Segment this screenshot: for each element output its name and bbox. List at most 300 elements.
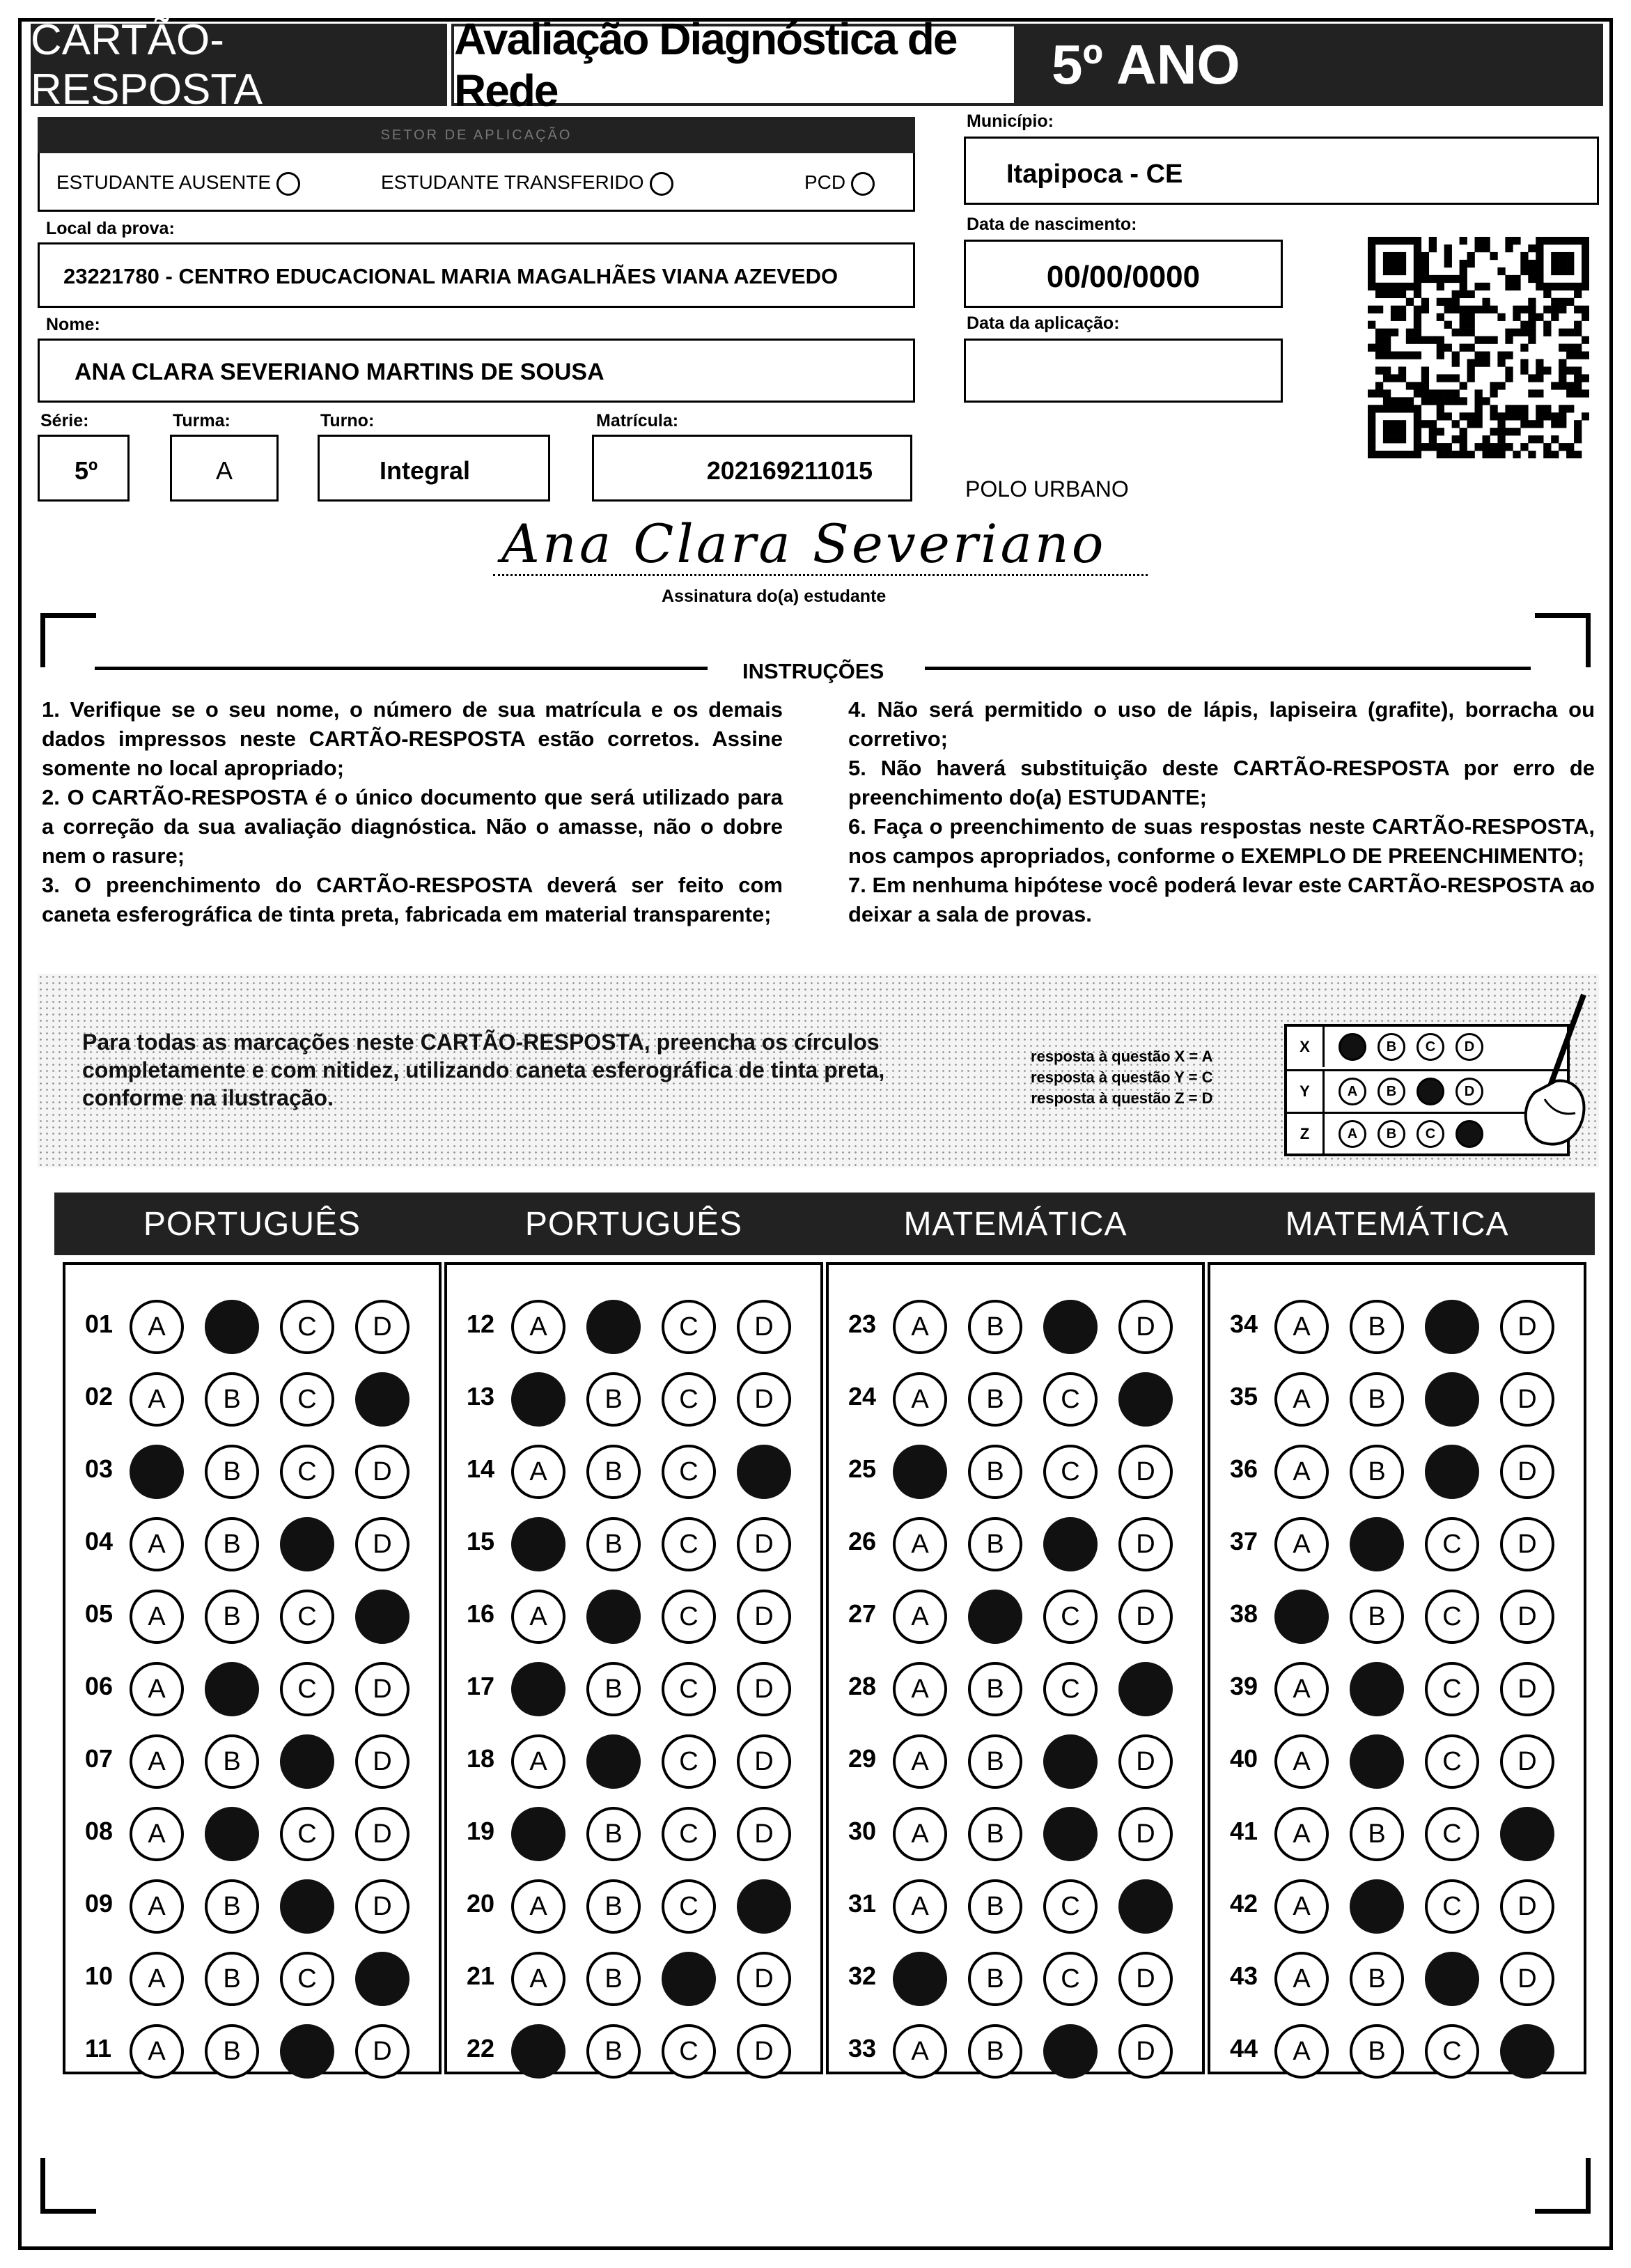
corner-top-right [1535,613,1591,667]
answer-bubble-c[interactable]: C [280,1590,334,1644]
municipio-value: Itapipoca - CE [1006,160,1183,189]
instruction-7: 7. Em nenhuma hipótese você poderá levar este CARTÃO-RESPOSTA ao deixar a sala de provas. [848,873,1595,926]
answer-bubble-a[interactable]: A [130,2024,184,2079]
answer-bubble-c[interactable]: C [662,1590,716,1644]
question-row [447,1872,820,1942]
question-number: 26 [848,1527,877,1555]
answer-bubble-b[interactable] [205,1300,259,1354]
hand-pen-icon [1514,988,1591,1155]
question-number: 17 [467,1672,495,1700]
answer-bubble-d[interactable]: D [737,1300,791,1354]
question-row [1210,1583,1584,1652]
answer-bubble-a[interactable] [511,1662,565,1716]
aplicacao-label: Data da aplicação: [967,313,1120,333]
answer-bubble-a[interactable]: A [130,1734,184,1789]
answer-bubble-b[interactable]: B [586,2024,641,2079]
answer-bubble-b[interactable] [205,1662,259,1716]
instruction-2: 2. O CARTÃO-RESPOSTA é o único documento que será utilizado para a correção da sua avaliação diagnóstica. Não o amasse, não o dobre nem o rasure; [42,785,783,868]
question-row [829,1945,1202,2014]
question-row [829,1510,1202,1580]
answer-bubble-c[interactable]: C [662,2024,716,2079]
answer-bubble-a[interactable]: A [511,1445,565,1499]
example-line-x: resposta à questão X = A [1031,1048,1213,1065]
answer-bubble-a[interactable]: A [1274,1952,1329,2006]
question-row [447,1438,820,1507]
status-pcd[interactable]: PCD [804,171,875,196]
question-row [447,1727,820,1797]
answer-bubble-b[interactable]: B [1350,1445,1404,1499]
question-row [65,1872,439,1942]
turma-value: A [215,456,233,485]
answer-bubble-b[interactable] [968,1590,1022,1644]
answer-bubble-c[interactable]: C [280,1662,334,1716]
matricula-box [592,435,912,502]
example-text: Para todas as marcações neste CARTÃO-RESPOSTA, preencha os círculos completamente e com nitidez, utilizando caneta esferográfica de tinta preta, conforme na ilustração. [82,1030,885,1110]
exam-title: Avaliação Diagnóstica de Rede [451,24,1017,106]
corner-bottom-right [1535,2158,1591,2214]
question-row [1210,1655,1584,1725]
answer-bubble-a[interactable]: A [893,1879,947,1934]
answer-bubble-b[interactable]: B [1350,1807,1404,1861]
question-number: 40 [1230,1744,1258,1773]
answer-bubble-c[interactable]: C [1043,1952,1098,2006]
answer-bubble-c[interactable]: C [1043,1372,1098,1427]
answer-bubble-a[interactable]: A [130,1517,184,1571]
answer-bubble-a[interactable]: A [130,1662,184,1716]
answer-bubble-b[interactable]: B [968,1445,1022,1499]
answer-bubble-a[interactable]: A [511,1734,565,1789]
answer-bubble-b[interactable]: B [586,1807,641,1861]
answer-bubble-c[interactable] [1425,1300,1479,1354]
question-number: 13 [467,1382,495,1411]
answer-bubble-a[interactable] [130,1445,184,1499]
answer-bubble-d[interactable] [355,1372,409,1427]
turno-box [318,435,550,502]
answer-bubble-d[interactable] [355,1590,409,1644]
answer-bubble-c[interactable] [1043,2024,1098,2079]
answer-bubble-b[interactable]: B [968,1807,1022,1861]
answer-bubble-b[interactable] [1350,1662,1404,1716]
answer-bubble-c[interactable]: C [1425,1807,1479,1861]
signature[interactable] [487,513,1295,582]
answer-column [1208,1262,1586,2074]
answer-bubble-d[interactable] [1500,1807,1554,1861]
answer-bubble-a[interactable]: A [1274,1445,1329,1499]
answer-bubble-c[interactable]: C [280,1372,334,1427]
answer-bubble-d[interactable]: D [355,1445,409,1499]
answer-bubble-a[interactable] [511,1517,565,1571]
answer-bubble-c[interactable] [1043,1734,1098,1789]
answer-bubble-a[interactable]: A [511,1952,565,2006]
answer-bubble-a[interactable]: A [893,1734,947,1789]
answer-bubble-d[interactable]: D [1500,1734,1554,1789]
answer-bubble-d[interactable]: D [355,1807,409,1861]
radio-transferred-icon[interactable] [650,172,673,196]
example-bubble-d [1456,1120,1483,1148]
question-number: 18 [467,1744,495,1773]
answer-bubble-d[interactable]: D [1500,1372,1554,1427]
example-bubble-c: C [1417,1033,1444,1061]
answer-bubble-c[interactable]: C [280,1952,334,2006]
answer-bubble-a[interactable] [511,2024,565,2079]
example-bubble-a: A [1339,1078,1366,1105]
local-box [38,242,915,308]
answer-bubble-b[interactable]: B [586,1952,641,2006]
answer-bubble-b[interactable]: B [205,2024,259,2079]
question-number: 08 [85,1817,114,1845]
answer-bubble-d[interactable]: D [355,1734,409,1789]
answer-bubble-a[interactable]: A [130,1372,184,1427]
answer-bubble-b[interactable]: B [968,1952,1022,2006]
answer-bubble-d[interactable] [1118,1662,1173,1716]
question-row [829,1293,1202,1362]
answer-bubble-c[interactable] [1043,1807,1098,1861]
question-number: 44 [1230,2034,1258,2063]
answer-bubble-a[interactable]: A [130,1952,184,2006]
question-row [447,1945,820,2014]
example-bubble-b: B [1378,1120,1405,1148]
qr-code-icon [1368,237,1589,458]
answer-bubble-a[interactable]: A [1274,1517,1329,1571]
answer-bubble-d[interactable]: D [737,2024,791,2079]
answer-bubble-c[interactable] [1043,1300,1098,1354]
answer-bubble-b[interactable]: B [1350,1952,1404,2006]
answer-bubble-a[interactable]: A [1274,1372,1329,1427]
answer-bubble-d[interactable] [1118,1372,1173,1427]
answer-bubble-c[interactable]: C [280,1807,334,1861]
answer-bubble-b[interactable]: B [205,1590,259,1644]
question-row [1210,1365,1584,1435]
question-number: 43 [1230,1962,1258,1990]
question-number: 06 [85,1672,114,1700]
answer-bubble-a[interactable] [893,1952,947,2006]
question-number: 12 [467,1310,495,1338]
example-bubble-a: A [1339,1120,1366,1148]
answer-bubble-d[interactable]: D [1118,2024,1173,2079]
answer-bubble-b[interactable]: B [968,1734,1022,1789]
question-number: 34 [1230,1310,1258,1338]
question-number: 29 [848,1744,877,1773]
answer-bubble-b[interactable]: B [205,1879,259,1934]
answer-bubble-a[interactable] [511,1807,565,1861]
answer-bubble-d[interactable]: D [1500,1445,1554,1499]
answer-bubble-d[interactable]: D [355,1879,409,1934]
answer-bubble-a[interactable]: A [130,1807,184,1861]
answer-bubble-c[interactable]: C [1425,1734,1479,1789]
question-number: 41 [1230,1817,1258,1845]
answer-bubble-b[interactable]: B [968,1300,1022,1354]
answer-bubble-d[interactable]: D [1118,1734,1173,1789]
answer-bubble-c[interactable] [280,1517,334,1571]
answer-bubble-d[interactable]: D [737,1590,791,1644]
answer-bubble-d[interactable] [1500,2024,1554,2079]
answer-bubble-c[interactable]: C [280,1300,334,1354]
answer-bubble-c[interactable]: C [662,1734,716,1789]
answer-bubble-d[interactable]: D [737,1372,791,1427]
question-row [829,1655,1202,1725]
answer-bubble-d[interactable]: D [1118,1300,1173,1354]
answer-bubble-b[interactable] [1350,1879,1404,1934]
answer-bubble-a[interactable]: A [893,1372,947,1427]
example-row-label: Z [1287,1114,1325,1154]
nome-label: Nome: [46,315,100,334]
answer-bubble-a[interactable]: A [893,1807,947,1861]
answer-bubble-d[interactable]: D [355,2024,409,2079]
answer-bubble-b[interactable]: B [586,1879,641,1934]
aplicacao-box[interactable] [964,339,1283,403]
answer-bubble-b[interactable]: B [205,1517,259,1571]
answer-bubble-c[interactable]: C [662,1372,716,1427]
answer-bubble-c[interactable]: C [662,1807,716,1861]
question-row [447,1800,820,1870]
answer-bubble-b[interactable]: B [968,1662,1022,1716]
question-row [1210,1438,1584,1507]
answer-bubble-b[interactable]: B [205,1734,259,1789]
question-row [829,1727,1202,1797]
nome-value: ANA CLARA SEVERIANO MARTINS DE SOUSA [75,359,604,385]
answer-bubble-b[interactable]: B [968,1372,1022,1427]
corner-bottom-left [40,2158,96,2214]
answer-bubble-c[interactable]: C [1043,1445,1098,1499]
answer-bubble-c[interactable]: C [662,1662,716,1716]
question-number: 10 [85,1962,114,1990]
answer-bubble-b[interactable]: B [1350,2024,1404,2079]
answer-bubble-c[interactable]: C [280,1445,334,1499]
question-number: 24 [848,1382,877,1411]
serie-box [38,435,130,502]
answer-bubble-b[interactable] [586,1734,641,1789]
answer-bubble-b[interactable]: B [1350,1590,1404,1644]
example-row-label: X [1287,1027,1325,1067]
example-lines [1031,1046,1212,1109]
answer-bubble-c[interactable] [1425,1372,1479,1427]
question-number: 16 [467,1599,495,1628]
question-row [65,1800,439,1870]
answer-bubble-a[interactable]: A [511,1300,565,1354]
answer-bubble-d[interactable]: D [1118,1445,1173,1499]
question-number: 27 [848,1599,877,1628]
question-number: 21 [467,1962,495,1990]
turno-value: Integral [380,456,471,485]
answer-bubble-a[interactable]: A [893,1662,947,1716]
question-number: 03 [85,1454,114,1483]
subject-header: PORTUGUÊS [436,1193,832,1255]
answer-bubble-a[interactable] [893,1445,947,1499]
answer-bubble-d[interactable] [737,1445,791,1499]
answer-column [826,1262,1205,2074]
answer-bubble-c[interactable]: C [1425,1662,1479,1716]
instructions-title: INSTRUÇÕES [742,659,884,683]
answer-bubble-c[interactable] [280,1734,334,1789]
question-row [447,1510,820,1580]
answer-bubble-c[interactable]: C [1425,1590,1479,1644]
answer-bubble-a[interactable]: A [1274,1879,1329,1934]
answer-bubble-d[interactable]: D [355,1662,409,1716]
question-number: 30 [848,1817,877,1845]
answer-bubble-b[interactable]: B [205,1445,259,1499]
question-row [447,1583,820,1652]
answer-bubble-a[interactable]: A [511,1590,565,1644]
question-row [829,2017,1202,2087]
answer-bubble-c[interactable]: C [1043,1879,1098,1934]
answer-bubble-c[interactable]: C [1043,1662,1098,1716]
instruction-6: 6. Faça o preenchimento de suas respostas neste CARTÃO-RESPOSTA, nos campos apropriados, conforme o EXEMPLO DE PREENCHIMENTO; [848,814,1595,868]
answer-bubble-b[interactable]: B [968,2024,1022,2079]
answer-bubble-c[interactable] [280,1879,334,1934]
answer-bubble-d[interactable]: D [1118,1952,1173,2006]
answer-bubble-d[interactable]: D [1500,1590,1554,1644]
question-row [447,1293,820,1362]
answer-bubble-a[interactable]: A [130,1300,184,1354]
answer-bubble-d[interactable] [737,1879,791,1934]
answer-bubble-a[interactable]: A [1274,2024,1329,2079]
answer-bubble-a[interactable]: A [1274,1734,1329,1789]
answer-bubble-a[interactable]: A [511,1879,565,1934]
answer-column [444,1262,823,2074]
signature-label: Assinatura do(a) estudante [662,587,887,606]
answer-bubble-b[interactable]: B [205,1952,259,2006]
answer-bubble-d[interactable] [1118,1879,1173,1934]
answer-bubble-c[interactable] [280,2024,334,2079]
question-row [1210,1293,1584,1362]
answer-bubble-b[interactable]: B [586,1372,641,1427]
instruction-4: 4. Não será permitido o uso de lápis, lapiseira (grafite), borracha ou corretivo; [848,697,1595,751]
status-transferred[interactable]: ESTUDANTE TRANSFERIDO [381,171,673,196]
answer-bubble-c[interactable]: C [662,1517,716,1571]
question-number: 11 [85,2034,112,2063]
answer-bubble-d[interactable]: D [1118,1517,1173,1571]
question-number: 01 [85,1310,114,1338]
answer-bubble-a[interactable] [511,1372,565,1427]
answer-bubble-b[interactable] [1350,1517,1404,1571]
question-row [1210,1872,1584,1942]
answer-bubble-d[interactable]: D [1500,1662,1554,1716]
question-number: 25 [848,1454,877,1483]
question-row [447,2017,820,2087]
question-row [829,1438,1202,1507]
question-row [1210,1510,1584,1580]
question-number: 15 [467,1527,495,1555]
answer-bubble-c[interactable]: C [662,1445,716,1499]
answer-bubble-c[interactable] [1425,1445,1479,1499]
answer-bubble-c[interactable]: C [1425,2024,1479,2079]
municipio-label: Município: [967,111,1054,131]
answer-bubble-b[interactable] [205,1807,259,1861]
answer-bubble-a[interactable]: A [130,1590,184,1644]
example-bubble-a [1339,1033,1366,1061]
question-number: 31 [848,1889,877,1918]
example-row-label: Y [1287,1071,1325,1112]
answer-bubble-a[interactable]: A [893,2024,947,2079]
question-row [65,1438,439,1507]
example-line-y: resposta à questão Y = C [1031,1069,1213,1086]
answer-bubble-d[interactable]: D [737,1952,791,2006]
answer-bubble-c[interactable]: C [1425,1879,1479,1934]
answer-bubble-d[interactable]: D [355,1517,409,1571]
answer-bubble-a[interactable]: A [893,1300,947,1354]
answer-bubble-d[interactable] [355,1952,409,2006]
answer-bubble-a[interactable]: A [1274,1300,1329,1354]
answer-bubble-c[interactable]: C [1043,1590,1098,1644]
answer-bubble-d[interactable]: D [737,1807,791,1861]
question-number: 37 [1230,1527,1258,1555]
example-bubble-b: B [1378,1078,1405,1105]
answer-bubble-b[interactable]: B [968,1879,1022,1934]
answer-bubble-a[interactable]: A [893,1590,947,1644]
answer-bubble-d[interactable]: D [1500,1879,1554,1934]
question-number: 38 [1230,1599,1258,1628]
answer-bubble-b[interactable]: B [586,1445,641,1499]
answer-bubble-c[interactable] [662,1952,716,2006]
nome-box [38,339,915,403]
answer-bubble-d[interactable]: D [737,1517,791,1571]
instruction-3: 3. O preenchimento do CARTÃO-RESPOSTA deverá ser feito com caneta esferográfica de tinta preta, fabricada em material transparente; [42,873,783,926]
answer-bubble-d[interactable]: D [1118,1590,1173,1644]
example-panel [38,974,1599,1167]
answer-bubble-b[interactable] [586,1300,641,1354]
example-bubble-d: D [1456,1033,1483,1061]
answer-bubble-d[interactable]: D [1500,1517,1554,1571]
nascimento-label: Data de nascimento: [967,215,1137,234]
question-number: 05 [85,1599,114,1628]
answer-bubble-c[interactable]: C [662,1300,716,1354]
answer-bubble-b[interactable]: B [205,1372,259,1427]
answer-bubble-c[interactable]: C [662,1879,716,1934]
turno-label: Turno: [320,411,375,430]
answer-bubble-b[interactable]: B [1350,1300,1404,1354]
answer-bubble-c[interactable]: C [1425,1517,1479,1571]
instr-rule-right [925,667,1531,670]
answer-bubble-b[interactable]: B [586,1662,641,1716]
answer-bubble-d[interactable]: D [737,1662,791,1716]
question-row [1210,2017,1584,2087]
question-number: 42 [1230,1889,1258,1918]
question-number: 33 [848,2034,877,2063]
answer-bubble-b[interactable] [1350,1734,1404,1789]
question-row [829,1800,1202,1870]
answer-bubble-a[interactable]: A [893,1517,947,1571]
answer-bubble-a[interactable]: A [1274,1662,1329,1716]
turma-box [170,435,279,502]
radio-absent-icon[interactable] [276,172,300,196]
answer-bubble-a[interactable] [1274,1590,1329,1644]
answer-bubble-b[interactable]: B [968,1517,1022,1571]
instruction-5: 5. Não haverá substituição deste CARTÃO-RESPOSTA por erro de preenchimento do(a) ESTUDANTE; [848,756,1595,809]
answer-bubble-b[interactable]: B [1350,1372,1404,1427]
radio-pcd-icon[interactable] [851,172,875,196]
answer-bubble-a[interactable]: A [130,1879,184,1934]
answer-bubble-a[interactable]: A [1274,1807,1329,1861]
matricula-value: 202169211015 [706,456,873,485]
answer-bubble-b[interactable] [586,1590,641,1644]
answer-bubble-d[interactable]: D [1118,1807,1173,1861]
answer-bubble-d[interactable]: D [1500,1300,1554,1354]
nascimento-value: 00/00/0000 [1046,260,1201,294]
instructions-right [848,695,1595,929]
serie-value: 5º [75,456,98,485]
answer-bubble-d[interactable]: D [1500,1952,1554,2006]
answer-bubble-c[interactable] [1425,1952,1479,2006]
answer-bubble-d[interactable]: D [737,1734,791,1789]
answer-bubble-c[interactable] [1043,1517,1098,1571]
answer-bubble-b[interactable]: B [586,1517,641,1571]
answer-bubble-d[interactable]: D [355,1300,409,1354]
status-absent[interactable]: ESTUDANTE AUSENTE [56,171,300,196]
instructions-left [42,695,783,929]
signature-handwriting: Ana Clara Severiano [501,513,1107,575]
question-row [829,1583,1202,1652]
question-row [829,1365,1202,1435]
